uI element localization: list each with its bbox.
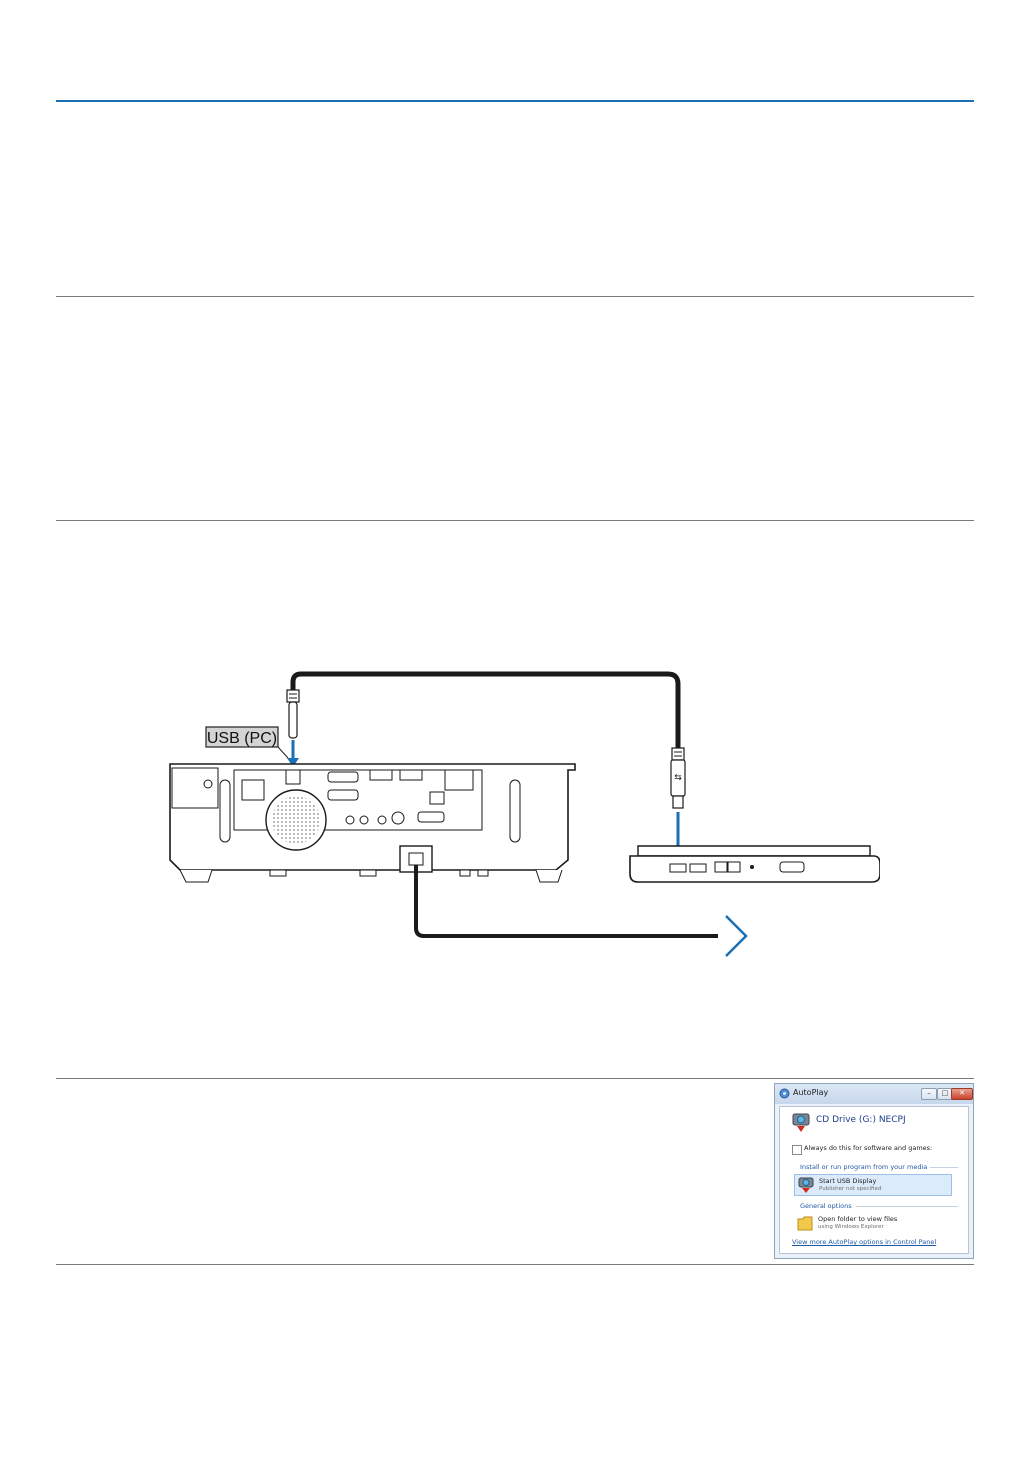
laptop-usb-port [670,864,686,872]
section-general-line [856,1206,958,1207]
autoplay-window-title: AutoPlay [793,1088,829,1097]
start-usb-display-option[interactable] [794,1174,952,1196]
usb-cable [293,674,678,748]
section-general: General options [800,1202,852,1210]
open-folder-title: Open folder to view files [818,1215,898,1223]
autoplay-dialog [774,1083,974,1259]
section-divider-2 [56,520,974,521]
projector-rear [170,764,575,882]
usb-display-icon [798,1177,814,1194]
laptop-side [630,844,880,882]
power-outlet-arrow [726,916,746,956]
always-do-checkbox[interactable] [792,1145,802,1155]
always-do-label: Always do this for software and games: [804,1144,933,1152]
autoplay-titlebar [775,1084,973,1104]
lan-port [242,780,264,800]
autoplay-body [779,1106,969,1254]
open-folder-subtitle: using Windows Explorer [818,1224,884,1230]
section-divider-1 [56,296,974,297]
drive-title: CD Drive (G:) NECPJ [816,1115,906,1125]
section-install: Install or run program from your media [800,1163,928,1171]
folder-icon [797,1215,813,1232]
section-install-line [930,1167,958,1168]
section-divider-3 [56,1078,974,1079]
maximize-button[interactable]: □ [937,1088,953,1100]
usb-plug-projector [287,690,299,738]
usb-port-callout [206,727,288,758]
svg-text:⇆: ⇆ [674,773,682,783]
more-autoplay-options-link[interactable]: View more AutoPlay options in Control Panel [792,1238,937,1246]
minimize-button[interactable]: – [921,1088,937,1100]
section-divider-4 [56,1264,974,1265]
cd-drive-icon [792,1113,810,1133]
start-usb-display-publisher: Publisher not specified [819,1186,882,1192]
open-folder-option[interactable] [794,1213,952,1235]
header-rule [56,100,974,102]
usb-plug-pc [671,748,685,808]
start-usb-display-title: Start USB Display [819,1177,877,1185]
close-button[interactable]: ✕ [951,1088,973,1100]
usb-connection-diagram [160,660,880,960]
autoplay-app-icon [779,1088,790,1099]
usb-pc-port [286,770,300,784]
usb-port-label: USB (PC) [206,730,278,747]
